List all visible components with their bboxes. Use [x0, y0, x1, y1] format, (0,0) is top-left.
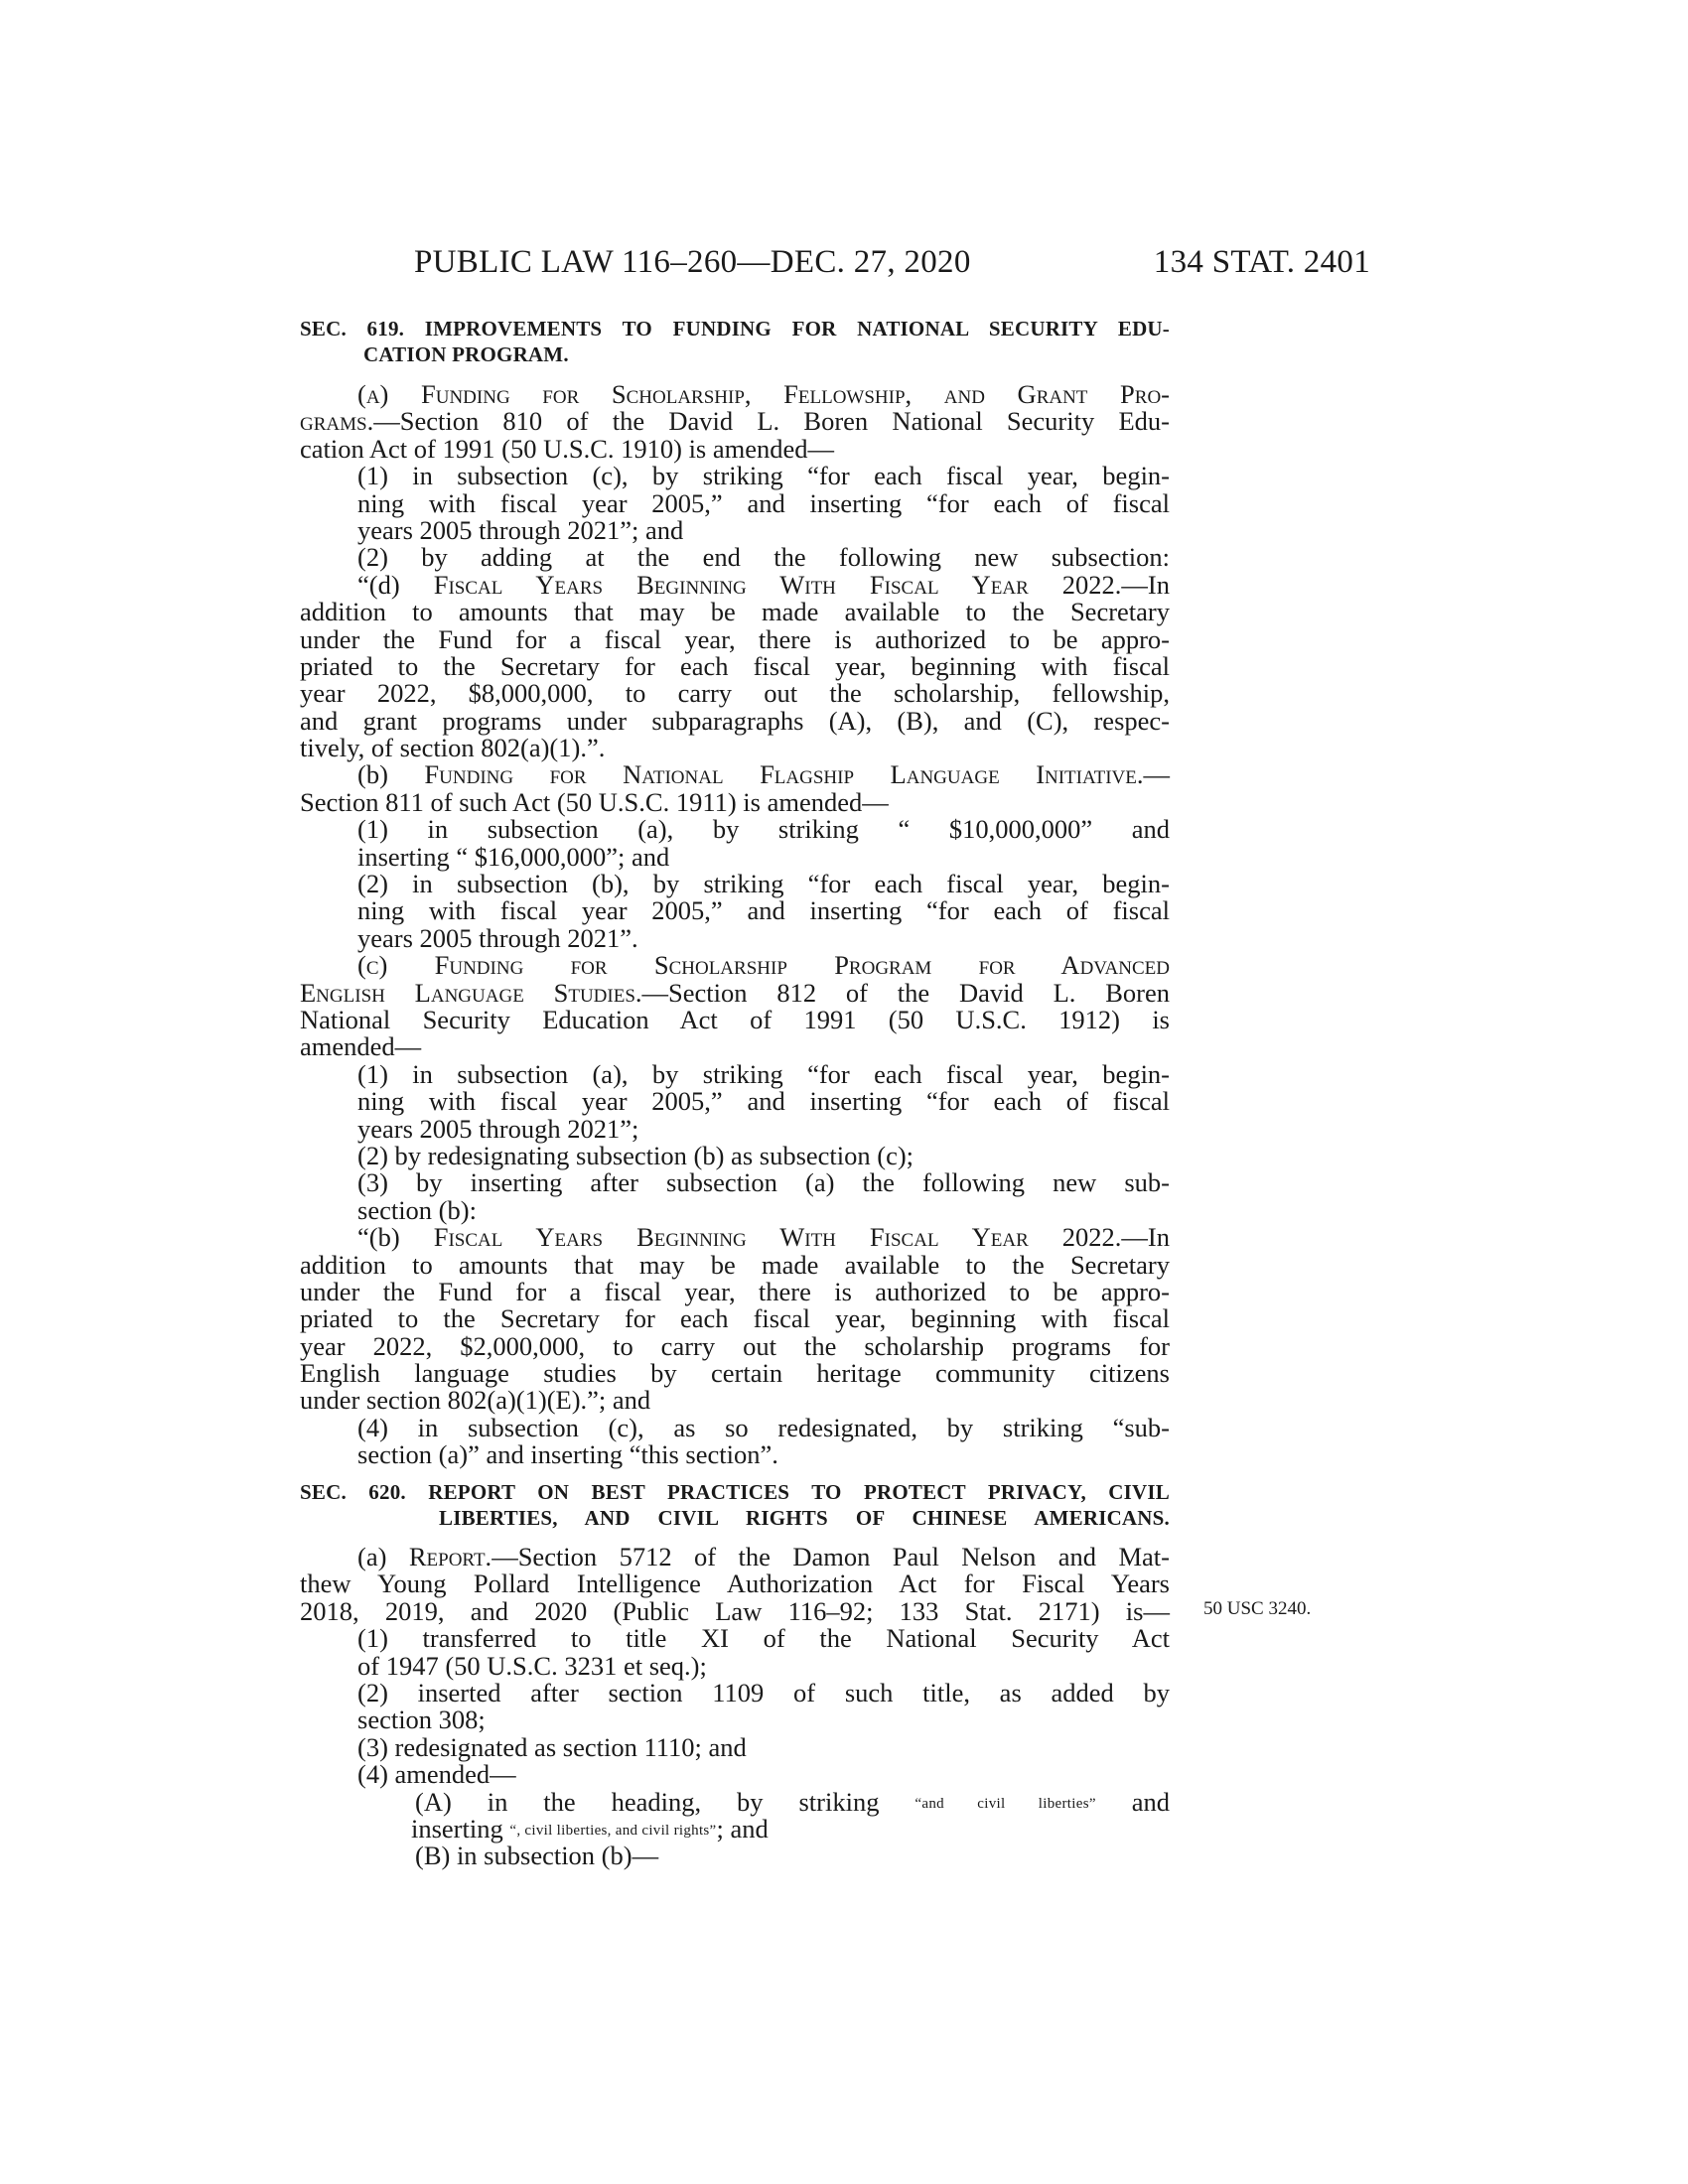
paragraph-line: (3) by inserting after subsection (a) the following new sub- — [357, 1167, 1170, 1198]
section-620-heading — [300, 1479, 1170, 1531]
heading-line: CATION PROGRAM. — [363, 342, 569, 366]
paragraph-line: ning with fiscal year 2005,” and inserting “for each of fiscal — [357, 1086, 1170, 1117]
paragraph-line: priated to the Secretary for each fiscal year, beginning with fiscal — [300, 650, 1170, 681]
paragraph-line: (c) Funding for Scholarship Program for Advanced — [357, 950, 1170, 981]
paragraph-line: (2) by redesignating subsection (b) as subsection (c); — [357, 1140, 914, 1170]
margin-citation-note: 50 USC 3240. — [1203, 1598, 1312, 1619]
paragraph-line: cation Act of 1991 (50 U.S.C. 1910) is amended— — [300, 433, 835, 464]
paragraph-line: (2) by adding at the end the following new subsection: — [357, 542, 1170, 573]
paragraph-line: addition to amounts that may be made available to the Secretary — [300, 597, 1170, 627]
paragraph-line: ning with fiscal year 2005,” and inserting “for each of fiscal — [357, 487, 1170, 518]
paragraph-line: (b) Funding for National Flagship Language Initiative.— — [357, 759, 1170, 790]
paragraph-line: (B) in subsection (b)— — [415, 1841, 659, 1871]
header-statute-page: 134 STAT. 2401 — [1153, 244, 1370, 280]
paragraph-line: years 2005 through 2021”. — [357, 922, 638, 953]
paragraph-line: year 2022, $8,000,000, to carry out the scholarship, fellowship, — [300, 678, 1170, 709]
paragraph-line: (a) Report.—Section 5712 of the Damon Paul Nelson and Mat- — [357, 1542, 1170, 1571]
paragraph-line: amended— — [300, 1031, 422, 1062]
paragraph-line: “(d) Fiscal Years Beginning With Fiscal Year 2022.—In — [357, 569, 1170, 600]
paragraph-line: (1) transferred to title XI of the National Security Act — [357, 1623, 1170, 1654]
paragraph-line: year 2022, $2,000,000, to carry out the scholarship programs for — [300, 1330, 1170, 1361]
paragraph-line: (1) in subsection (c), by striking “for each fiscal year, begin- — [357, 461, 1170, 491]
paragraph-line: tively, of section 802(a)(1).”. — [300, 733, 606, 763]
paragraph-line: priated to the Secretary for each fiscal year, beginning with fiscal — [300, 1303, 1170, 1334]
paragraph-line: years 2005 through 2021”; — [357, 1113, 639, 1144]
paragraph-line: (2) inserted after section 1109 of such title, as added by — [357, 1677, 1170, 1707]
paragraph-line: section (b): — [357, 1194, 477, 1225]
paragraph-line: (1) in subsection (a), by striking “ $10,000,000” and — [357, 814, 1170, 845]
paragraph-line: “(b) Fiscal Years Beginning With Fiscal Year 2022.—In — [357, 1222, 1170, 1253]
heading-line: SEC. 619. IMPROVEMENTS TO FUNDING FOR NATIONAL SECURITY EDU- — [300, 317, 1170, 341]
section-619-heading — [300, 316, 1170, 367]
heading-line: LIBERTIES, AND CIVIL RIGHTS OF CHINESE AMERICANS. — [439, 1506, 1170, 1530]
paragraph-line: thew Young Pollard Intelligence Authorization Act for Fiscal Years — [300, 1569, 1170, 1599]
paragraph-line: grams.—Section 810 of the David L. Boren National Security Edu- — [300, 406, 1170, 437]
paragraph-line: under section 802(a)(1)(E).”; and — [300, 1385, 651, 1416]
paragraph-line: and grant programs under subparagraphs (A), (B), and (C), respec- — [300, 705, 1170, 736]
paragraph-line: (4) amended— — [357, 1759, 516, 1790]
running-header — [298, 244, 1370, 284]
paragraph-line: (3) redesignated as section 1110; and — [357, 1731, 747, 1762]
paragraph-line: 2018, 2019, and 2020 (Public Law 116–92; 133 Stat. 2171) is— — [300, 1595, 1170, 1626]
paragraph-line: under the Fund for a fiscal year, there is authorized to be appro- — [300, 623, 1170, 654]
paragraph-line: of 1947 (50 U.S.C. 3231 et seq.); — [357, 1650, 707, 1681]
paragraph-line: years 2005 through 2021”; and — [357, 514, 684, 545]
paragraph-line: (1) in subsection (a), by striking “for each fiscal year, begin- — [357, 1058, 1170, 1089]
paragraph-line: National Security Education Act of 1991 (50 U.S.C. 1912) is — [300, 1004, 1170, 1034]
heading-line: SEC. 620. REPORT ON BEST PRACTICES TO PROTECT PRIVACY, CIVIL — [300, 1480, 1170, 1504]
paragraph-line: addition to amounts that may be made available to the Secretary — [300, 1249, 1170, 1280]
paragraph-line: English Language Studies.—Section 812 of the David L. Boren — [300, 977, 1170, 1008]
paragraph-line: section (a)” and inserting “this section”. — [357, 1439, 778, 1470]
paragraph-line: (2) in subsection (b), by striking “for each fiscal year, begin- — [357, 869, 1170, 899]
paragraph-line: (4) in subsection (c), as so redesignated, by striking “sub- — [357, 1412, 1170, 1442]
paragraph-line: inserting “, civil liberties, and civil rights”; and — [411, 1813, 769, 1843]
paragraph-line: section 308; — [357, 1705, 486, 1735]
paragraph-line: under the Fund for a fiscal year, there is authorized to be appro- — [300, 1276, 1170, 1306]
header-law-citation: PUBLIC LAW 116–260—DEC. 27, 2020 — [414, 244, 971, 280]
section-620-body — [300, 1544, 1170, 1870]
paragraph-line: ning with fiscal year 2005,” and inserting “for each of fiscal — [357, 895, 1170, 926]
paragraph-line: Section 811 of such Act (50 U.S.C. 1911) is amended— — [300, 786, 889, 817]
section-619-body — [300, 381, 1170, 1469]
paragraph-line: inserting “ $16,000,000”; and — [357, 841, 670, 872]
paragraph-line: (A) in the heading, by striking “and civil liberties” and — [415, 1786, 1170, 1817]
paragraph-line: (a) Funding for Scholarship, Fellowship, and Grant Pro- — [357, 379, 1170, 409]
paragraph-line: English language studies by certain heritage community citizens — [300, 1358, 1170, 1389]
